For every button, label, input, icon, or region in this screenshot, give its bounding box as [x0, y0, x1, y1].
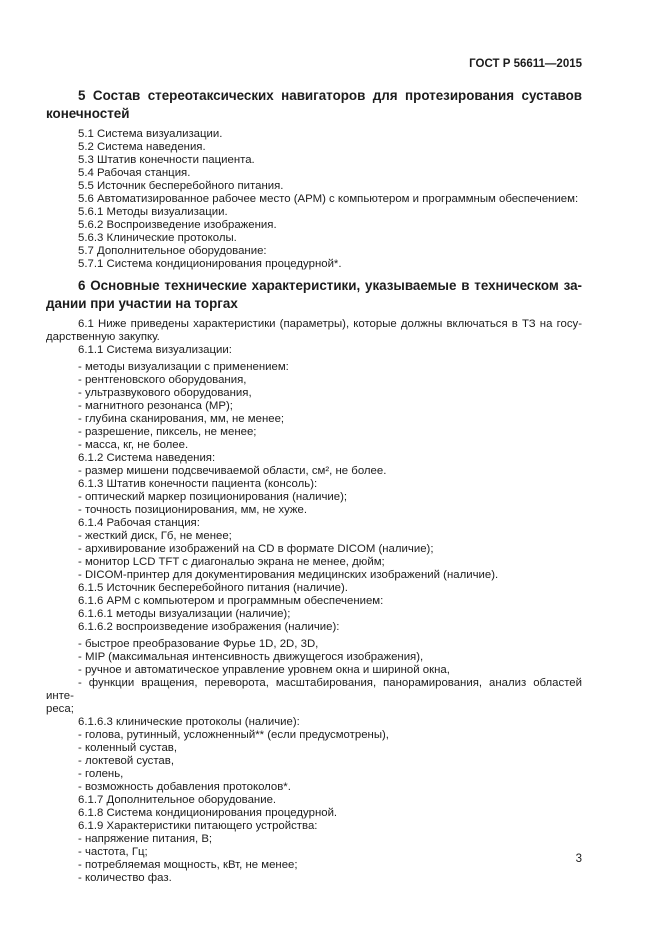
- text-line: - возможность добавления протоколов*.: [78, 781, 291, 793]
- text-line: - голень,: [78, 768, 124, 780]
- text-line: 5.6.3 Клинические протоколы.: [78, 232, 237, 244]
- text-line: 6.1.6.3 клинические протоколы (наличие):: [78, 716, 300, 728]
- text-line: 6.1.6 АРМ с компьютером и программным обеспечением:: [78, 595, 384, 607]
- text-line: дарственную закупку.: [46, 331, 160, 343]
- text-line: - локтевой сустав,: [78, 755, 174, 767]
- text-line: - DICOM-принтер для документирования медицинских изображений (наличие).: [78, 569, 499, 581]
- text-line: 6.1.4 Рабочая станция:: [78, 517, 200, 529]
- text-line: 6.1.6.2 воспроизведение изображения (наличие):: [78, 621, 340, 633]
- text-line: 6.1.7 Дополнительное оборудование.: [78, 794, 277, 806]
- text-line: 5.5 Источник бесперебойного питания.: [78, 180, 284, 192]
- text-line: 6.1.5 Источник бесперебойного питания (наличие).: [78, 582, 348, 594]
- text-line: 5.2 Система наведения.: [78, 141, 206, 153]
- text-line: - разрешение, пиксель, не менее;: [78, 426, 257, 438]
- document-body: [46, 87, 582, 885]
- text-line: - глубина сканирования, мм, не менее;: [78, 413, 285, 425]
- text-line: - быстрое преобразование Фурье 1D, 2D, 3D,: [78, 638, 319, 650]
- section-heading: [46, 87, 582, 123]
- text-line: - MIP (максимальная интенсивность движущегося изображения),: [78, 651, 424, 663]
- text-line: - ручное и автоматическое управление уровнем окна и шириной окна,: [78, 664, 450, 676]
- text-line: 5.7 Дополнительное оборудование:: [78, 245, 267, 257]
- text-line: 6.1.1 Система визуализации:: [78, 344, 232, 356]
- section-body: [46, 128, 582, 271]
- text-line: - частота, Гц;: [78, 846, 148, 858]
- text-line: 5.4 Рабочая станция.: [78, 167, 191, 179]
- text-line: реса;: [46, 703, 74, 715]
- text-line: - количество фаз.: [78, 872, 172, 884]
- page-content: [46, 57, 582, 885]
- text-line: 6.1.3 Штатив конечности пациента (консоль):: [78, 478, 318, 490]
- text-line: - точность позиционирования, мм, не хуже.: [78, 504, 308, 516]
- text-line: 5.6.1 Методы визуализации.: [78, 206, 228, 218]
- section-heading-line: конечностей: [46, 106, 130, 121]
- text-line: - рентгеновского оборудования,: [78, 374, 247, 386]
- text-line: - монитор LCD TFT с диагональю экрана не менее, дюйм;: [78, 556, 385, 568]
- text-line: - голова, рутинный, усложненный** (если предусмотрены),: [78, 729, 389, 741]
- text-line: - потребляемая мощность, кВт, не менее;: [78, 859, 298, 871]
- document-number-header: ГОСТ Р 56611—2015: [469, 58, 582, 70]
- text-line: 5.6 Автоматизированное рабочее место (АРМ) с компьютером и программным обеспечением:: [78, 193, 579, 205]
- text-line: 5.3 Штатив конечности пациента.: [78, 154, 255, 166]
- section-heading-line: 5 Состав стереотаксических навигаторов для протезирования суставов: [78, 88, 582, 103]
- text-line: - напряжение питания, В;: [78, 833, 213, 845]
- section-body: [46, 318, 582, 885]
- text-line: - методы визуализации с применением:: [78, 361, 289, 373]
- text-line: - магнитного резонанса (МР);: [78, 400, 233, 412]
- text-line: - масса, кг, не более.: [78, 439, 189, 451]
- text-line: 6.1.2 Система наведения:: [78, 452, 216, 464]
- section-heading: [46, 277, 582, 313]
- text-line: - жесткий диск, Гб, не менее;: [78, 530, 232, 542]
- text-line: 6.1.9 Характеристики питающего устройства:: [78, 820, 318, 832]
- section-heading-line: дании при участии на торгах: [46, 296, 238, 311]
- text-line: 5.1 Система визуализации.: [78, 128, 223, 140]
- section-heading-line: 6 Основные технические характеристики, указываемые в техническом за-: [78, 278, 582, 293]
- text-line: - архивирование изображений на CD в формате DICOM (наличие);: [78, 543, 434, 555]
- text-line: 5.7.1 Система кондиционирования процедурной*.: [78, 258, 342, 270]
- text-line: 6.1.6.1 методы визуализации (наличие);: [78, 608, 291, 620]
- text-line: - функции вращения, переворота, масштабирования, панорамирования, анализ областей инте-: [46, 677, 582, 702]
- text-line: 5.6.2 Воспроизведение изображения.: [78, 219, 277, 231]
- text-line: 6.1 Ниже приведены характеристики (параметры), которые должны включаться в ТЗ на госу-: [78, 318, 582, 330]
- page-number: 3: [575, 853, 582, 865]
- text-line: 6.1.8 Система кондиционирования процедурной.: [78, 807, 338, 819]
- text-line: - ультразвукового оборудования,: [78, 387, 252, 399]
- text-line: - размер мишени подсвечиваемой области, см², не более.: [78, 465, 387, 477]
- text-line: - оптический маркер позиционирования (наличие);: [78, 491, 348, 503]
- text-line: - коленный сустав,: [78, 742, 178, 754]
